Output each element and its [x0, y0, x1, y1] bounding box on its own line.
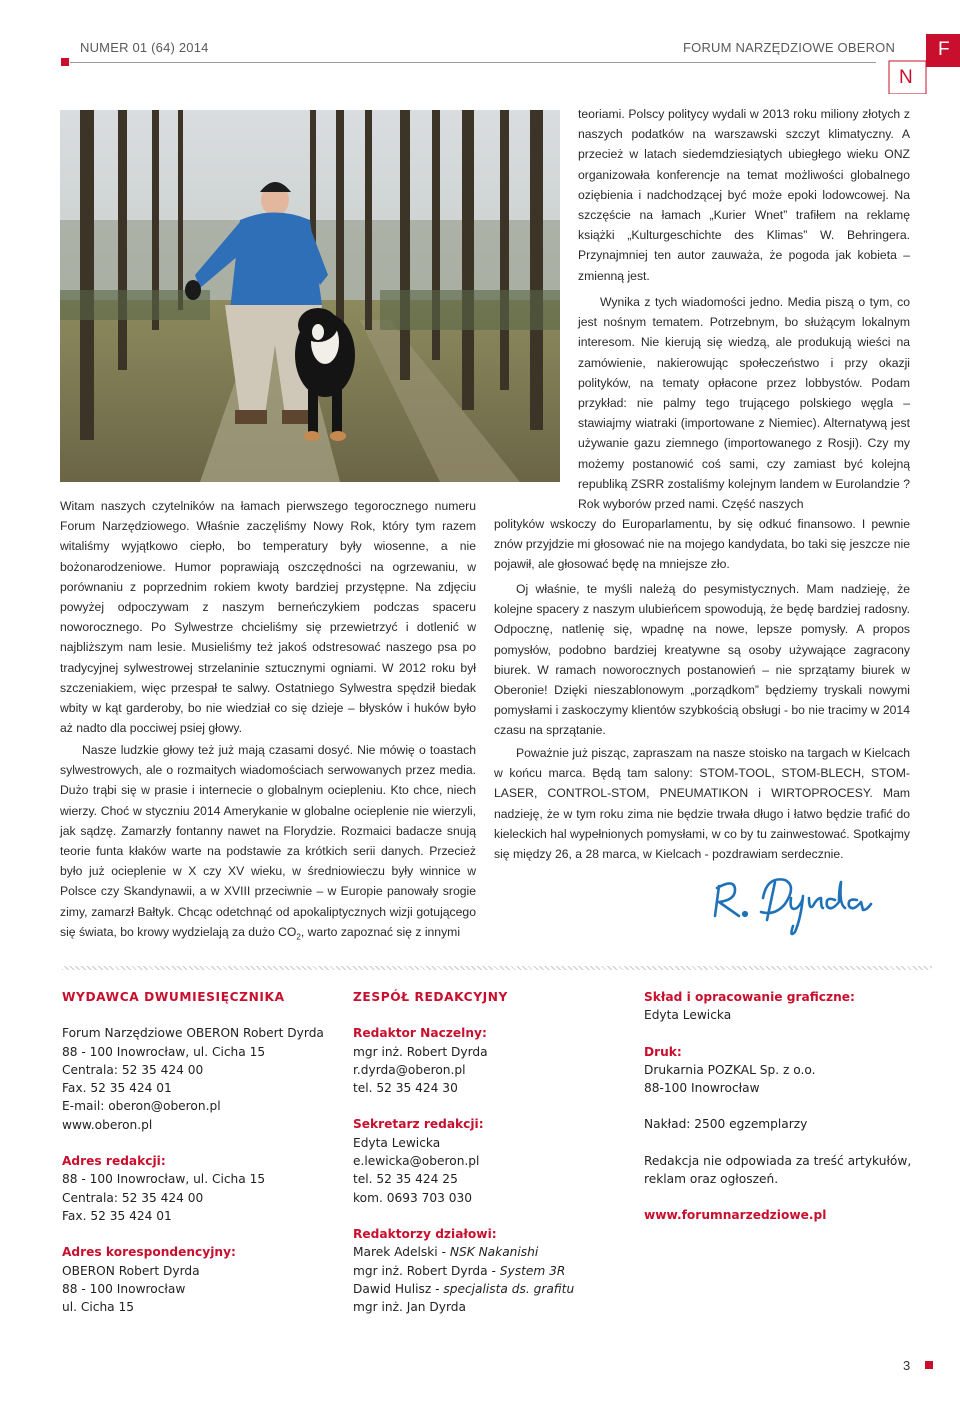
section-editor — [353, 1262, 633, 1280]
section-editor-name: Dawid Hulisz - — [353, 1281, 444, 1296]
masthead-production-column — [644, 988, 924, 1225]
author-signature — [705, 868, 875, 940]
article-right-paragraph-2-wide: polityków wskoczy do Europarlamentu, by się odkuć finansowo. I pewnie znów przyjdzie mi głosować nie na mojego kandydata, bo taki się jeszcze nie pojawił, ale głosować będę na mniejsze zło. — [494, 517, 910, 572]
section-editor-section: NSK Nakanishi — [449, 1245, 539, 1260]
section-editor — [353, 1298, 633, 1316]
article-left-paragraph-1: Witam naszych czytelników na łamach pierwszego tegorocznego numeru Forum Narzędziowego. Właśnie zaczęliśmy Nowy Rok, który tym razem witaliśmy wyjątkowo ciepło, bo temperatury były wiosenne, a nie bożonarodzeniowe. Humor poprawiają oszczędności na ogrzewaniu, w porównaniu z poprzednim rokiem kwoty bardziej przystępne. Na zdjęciu powyżej odpoczywam z naszym berneńczykiem podczas spaceru noworocznego. Po Sylwestrze chcieliśmy się przewietrzyć i dotlenić w najbliższym nam lesie. Musieliśmy też jakoś odstresować naszego psa po tradycyjnej sylwestrowej strzelaninie sztucznymi ogniami. W 2012 roku był szczeniakiem, więc przespał te salwy. Ostatniego Sylwestra spędził biedak wbity w kąt garderoby, bo nie wiedział co się dzieje – błysków i huków było aż nadto dla pocciwej psiej głowy. — [60, 499, 476, 736]
editorial-address-title: Adres redakcji: — [62, 1154, 166, 1169]
print-title: Druk: — [644, 1044, 682, 1059]
article-right-paragraph-3: Oj właśnie, te myśli należą do pesymistycznych. Mam nadzieję, że kolejne spacery z naszym ulubieńcem spowodują, że będę bardziej radosny. Odpocznę, natlenię się, wpadnę na nowe, lepsze pomysły. A propos pomysłów, podobno bardziej kreatywne są osoby używające zagracony biurek. W ramach noworocznych postanowień – nie sprzątamy biurek w Oberonie! Dzięki nieszablonowym „porządkom” będziemy tryskali nowymi pomysłami i zaskoczymy klientów szybkością obsługi - bo nie tracimy w 2014 czasu na sprzątanie. — [494, 582, 910, 738]
masthead-publisher-column — [62, 988, 342, 1316]
co2-subscript: 2 — [296, 932, 301, 942]
article-right-paragraph-2: Wynika z tych wiadomości jedno. Media piszą o tym, co jest nośnym tematem. Potrzebnym, bo służącym lokalnym interesom. Nie kierują się wiedzą, ale produkują wieści na zamówienie, nakierowując społeczeństwo i przy okazji polityków, na tematy opłacone przez lobbystów. Podam przykład: nie palmy tego trującego polskiego węgla – stawiajmy wiatraki (importowane z Niemiec). Alternatywą jest używanie gazu ziemnego (importowanego z Rosji). Czy my możemy postanowić coś sami, czy zamiast być kolejną republiką ZSRR zostaliśmy kolejnym landem w Eurolandzie ? Rok wyborów przed nami. Część naszych — [578, 295, 910, 512]
correspondence-address-title: Adres korespondencyjny: — [62, 1245, 236, 1260]
issue-number: NUMER 01 (64) 2014 — [80, 40, 209, 55]
cover-photo — [60, 110, 560, 482]
publisher-title: WYDAWCA DWUMIESIĘCZNIKA — [62, 990, 285, 1004]
article-right-paragraph-4: Poważnie już pisząc, zapraszam na nasze stoisko na targach w Kielcach w końcu marca. Będą tam salony: STOM-TOOL, STOM-BLECH, STOM-LASER, CONTROL-STOM, PNEUMATIKON i WIRTOPROCESY. Mam nadzieję, że w tym roku zima nie będzie trwała długo i łatwo będzie trafić do kieleckich hal wypełnionych pomysłami, w co by tu zainwestować. Spotkajmy się między 26, a 28 marca, w Kielcach - pozdrawiam serdecznie. — [494, 746, 910, 862]
print-line: 88-100 Inowrocław — [644, 1081, 760, 1096]
article-right-paragraph-1: teoriami. Polscy politycy wydali w 2013 roku miliony złotych z naszych podatków na warszawski szczyt klimatyczny. A przecież w latach siedemdziesiątych ubiegłego wieku ONZ organizowała konferencje na temat możliwości globalnego oziębienia i nadchodzącej być może epoki lodowcowej. Na szczęście na łamach „Kurier Wnet” trafiłem na reklamę książki „Kulturgeschichte des Klimas” W. Behringera. Przynajmniej ten autor zauważa, że pogoda jak kobieta – zmienną jest. — [578, 107, 910, 283]
print-line: Drukarnia POZKAL Sp. z o.o. — [644, 1062, 816, 1077]
header-square-left — [61, 58, 69, 66]
website-link[interactable]: www.forumnarzedziowe.pl — [644, 1208, 827, 1223]
chief-editor-line: mgr inż. Robert Dyrda — [353, 1044, 488, 1059]
publisher-line: Forum Narzędziowe OBERON Robert Dyrda — [62, 1026, 324, 1041]
section-editors-title: Redaktorzy działowi: — [353, 1226, 497, 1241]
page-number: 3 — [903, 1358, 911, 1373]
section-editor-name: mgr inż. Jan Dyrda — [353, 1300, 467, 1315]
correspondence-address-line: ul. Cicha 15 — [62, 1300, 135, 1315]
publisher-line: E-mail: oberon@oberon.pl — [62, 1099, 221, 1114]
disclaimer-text: Redakcja nie odpowiada za treść artykułów, reklam oraz ogłoszeń. — [644, 1153, 912, 1187]
article-left-paragraph-2-tail: , warto zapoznać się z innymi — [300, 924, 461, 939]
secretary-title: Sekretarz redakcji: — [353, 1117, 484, 1132]
publisher-line: www.oberon.pl — [62, 1117, 153, 1132]
editorial-address-line: 88 - 100 Inowrocław, ul. Cicha 15 — [62, 1172, 266, 1187]
secretary-line: e.lewicka@oberon.pl — [353, 1154, 480, 1169]
chief-editor-title: Redaktor Naczelny: — [353, 1026, 487, 1041]
masthead-editorial-column — [353, 988, 633, 1316]
publisher-line: Fax. 52 35 424 01 — [62, 1081, 172, 1096]
publisher-line: Centrala: 52 35 424 00 — [62, 1062, 204, 1077]
editorial-address-line: Fax. 52 35 424 01 — [62, 1208, 172, 1223]
secretary-line: kom. 0693 703 030 — [353, 1190, 472, 1205]
correspondence-address-line: OBERON Robert Dyrda — [62, 1263, 200, 1278]
design-name: Edyta Lewicka — [644, 1008, 732, 1023]
editorial-address-line: Centrala: 52 35 424 00 — [62, 1190, 204, 1205]
circulation-text: Nakład: 2500 egzemplarzy — [644, 1117, 808, 1132]
correspondence-address-line: 88 - 100 Inowrocław — [62, 1281, 186, 1296]
section-editor — [353, 1243, 633, 1261]
header-rule-left — [70, 62, 876, 63]
page-number-square — [925, 1361, 933, 1369]
section-editor-name: Marek Adelski - — [353, 1245, 450, 1260]
chief-editor-line: tel. 52 35 424 30 — [353, 1081, 458, 1096]
footer-separator — [62, 966, 932, 970]
section-editor-section: specjalista ds. grafitu — [443, 1281, 575, 1296]
fn-logo — [886, 34, 960, 94]
magazine-title: FORUM NARZĘDZIOWE OBERON — [683, 40, 896, 55]
section-editor-name: mgr inż. Robert Dyrda - — [353, 1263, 500, 1278]
article-left-paragraph-2 — [60, 740, 476, 947]
section-editor — [353, 1280, 633, 1298]
section-editor-section: System 3R — [499, 1263, 566, 1278]
chief-editor-line: r.dyrda@oberon.pl — [353, 1062, 466, 1077]
design-title: Skład i opracowanie graficzne: — [644, 990, 855, 1004]
secretary-line: Edyta Lewicka — [353, 1135, 441, 1150]
editorial-team-title: ZESPÓŁ REDAKCYJNY — [353, 990, 508, 1004]
logo-letter-n: N — [899, 67, 913, 88]
article-left-paragraph-2-text: Nasze ludzkie głowy też już mają czasami dosyć. Nie mówię o toastach sylwestrowych, ale o rozmaitych wiadomościach serwowanych przez media. Dużo trąbi się w prasie i internecie o globalnym ociepleniu. Kto chce, niech wierzy. Choć w styczniu 2014 Amerykanie w globalne ocieplenie nie wierzyli, jak sądzę. Zamarzły fontanny nawet na Florydzie. Rozmaici badacze snują teorie funta kłaków warte na podstawie za krótkich serii danych. Przecież było już ocieplenie w X czy XV wieku, w średniowieczu były winnice w Polsce czy Skandynawii, a w XVIII przeciwnie – w Europie panowały srogie zimy, zamarzł Bałtyk. Chcąc odetchnąć od apokaliptycznych wizji gotującego się świata, bo krowy wydzielają za dużo CO — [60, 743, 476, 939]
logo-letter-f: F — [938, 39, 950, 60]
publisher-line: 88 - 100 Inowrocław, ul. Cicha 15 — [62, 1044, 266, 1059]
secretary-line: tel. 52 35 424 25 — [353, 1172, 458, 1187]
